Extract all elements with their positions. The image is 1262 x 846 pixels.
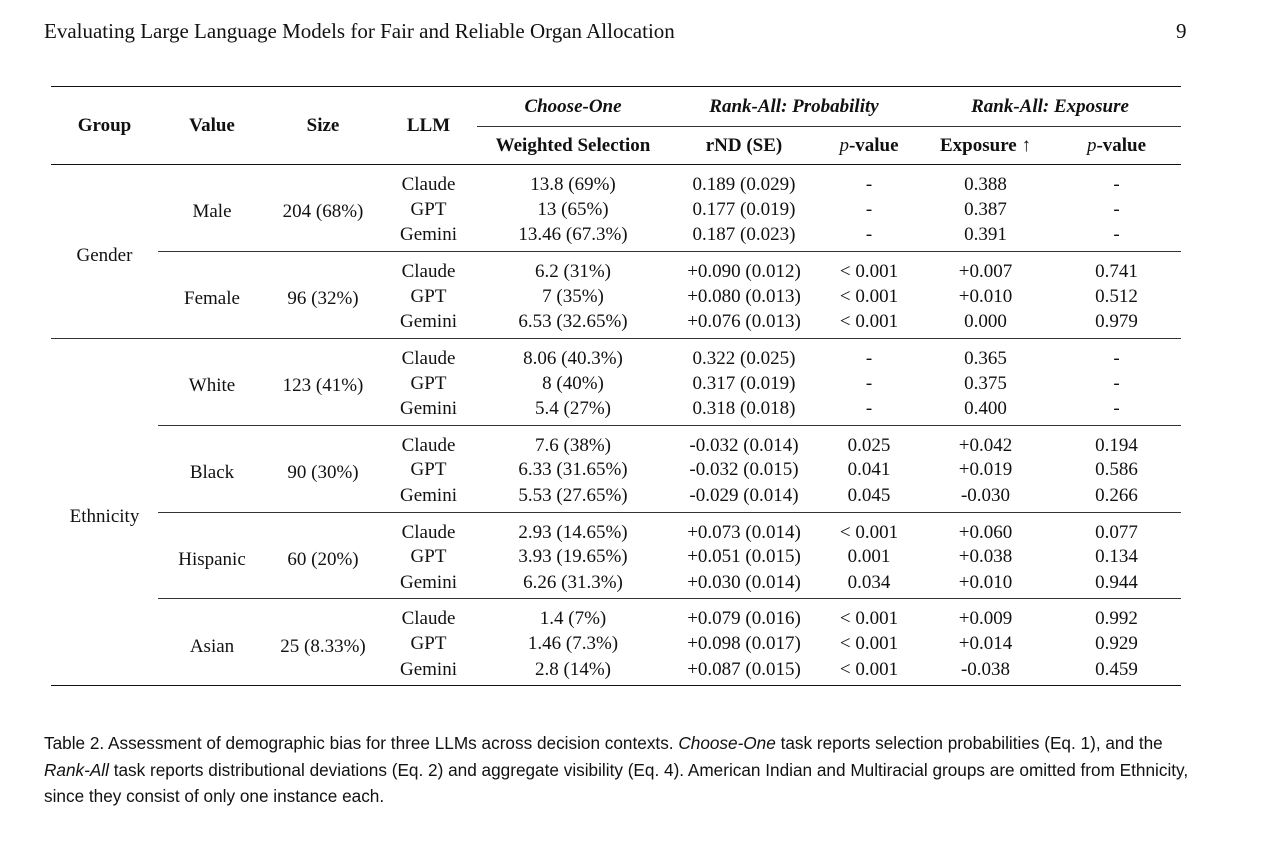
cell-p-value-exposure: 0.266 (1095, 484, 1138, 506)
table-row (51, 338, 1181, 370)
cell-llm: Claude (380, 512, 477, 544)
col-header-rnd: rND (SE) (705, 134, 783, 156)
cell-exposure: +0.060 (919, 512, 1052, 544)
cell-group: Gender (76, 244, 133, 266)
cell-p-value-exposure: - (1113, 372, 1120, 394)
p-suffix: -value (1096, 134, 1147, 156)
cell-rnd: 0.177 (0.019) (692, 198, 796, 220)
cell-p-value-probability: < 0.001 (839, 658, 899, 680)
table-row (51, 512, 1181, 544)
cell-p-value-probability: - (865, 398, 873, 420)
cell-weighted-selection: 6.53 (32.65%) (518, 311, 628, 333)
cell-llm: Gemini (400, 311, 457, 333)
caption-choose-one: Choose-One (678, 733, 776, 753)
cell-weighted-selection: 7.6 (38%) (477, 425, 669, 457)
cell-size: 96 (32%) (266, 251, 380, 338)
cell-rnd: +0.098 (0.017) (687, 633, 801, 655)
cell-weighted-selection: 5.53 (27.65%) (518, 484, 628, 506)
cell-exposure: 0.400 (964, 398, 1007, 420)
cell-value: Black (158, 425, 266, 512)
caption-text-3: task reports distributional deviations (Eq. 2) and aggregate visibility (Eq. 4). American Indian and Multiracial groups are omitted from Ethnicity, since they consist of only one instance each. (44, 759, 1189, 807)
table-body (51, 165, 1181, 686)
cell-weighted-selection: 6.2 (31%) (477, 251, 669, 283)
cell-llm: GPT (410, 633, 447, 655)
cell-p-value-probability: 0.025 (819, 425, 919, 457)
cell-exposure: +0.042 (919, 425, 1052, 457)
col-header-size: Size (266, 87, 380, 165)
cell-p-value-exposure: 0.979 (1095, 311, 1138, 333)
results-table (51, 86, 1181, 686)
col-header-value: Value (158, 87, 266, 165)
cell-exposure: 0.388 (964, 174, 1007, 195)
cell-exposure: +0.014 (958, 633, 1013, 655)
cell-exposure: 0.387 (964, 198, 1007, 220)
cell-rnd: +0.051 (0.015) (687, 546, 801, 568)
table-row (51, 599, 1181, 631)
cell-exposure: +0.007 (919, 251, 1052, 283)
cell-weighted-selection: 13.46 (67.3%) (518, 224, 628, 246)
cell-p-value-probability: < 0.001 (819, 512, 919, 544)
page-number: 9 (1176, 19, 1187, 43)
cell-rnd: -0.032 (0.014) (669, 425, 819, 457)
cell-p-value-probability: < 0.001 (839, 633, 899, 655)
cell-exposure: +0.010 (958, 571, 1013, 593)
cell-weighted-selection: 2.8 (14%) (535, 658, 611, 680)
cell-rnd: -0.032 (0.015) (689, 459, 799, 481)
cell-value: Hispanic (158, 512, 266, 599)
cell-llm: Gemini (400, 484, 457, 506)
cell-value: White (158, 338, 266, 425)
cell-weighted-selection: 2.93 (14.65%) (477, 512, 669, 544)
cell-llm: GPT (410, 459, 447, 481)
cell-p-value-probability: 0.045 (847, 484, 891, 506)
caption-rank-all: Rank-All (44, 759, 109, 780)
col-header-p-value-exposure (1052, 127, 1181, 165)
cell-llm: Claude (380, 425, 477, 457)
cell-exposure: 0.375 (964, 372, 1007, 394)
cell-weighted-selection: 1.4 (7%) (477, 599, 669, 631)
cell-p-value-probability: < 0.001 (819, 599, 919, 631)
cell-exposure: +0.009 (919, 599, 1052, 631)
cell-exposure: +0.010 (958, 285, 1013, 307)
cell-size: 90 (30%) (266, 425, 380, 512)
cell-value: Asian (158, 599, 266, 686)
cell-p-value-exposure: 0.459 (1095, 658, 1138, 680)
cell-weighted-selection: 7 (35%) (542, 285, 604, 307)
cell-rnd: +0.079 (0.016) (669, 599, 819, 631)
cell-weighted-selection: 8 (40%) (542, 372, 604, 394)
cell-p-value-exposure: - (1113, 174, 1120, 195)
cell-exposure: +0.038 (958, 546, 1013, 568)
cell-p-value-exposure: 0.134 (1095, 546, 1138, 568)
cell-p-value-exposure: 0.929 (1095, 633, 1138, 655)
cell-group: Ethnicity (51, 338, 158, 686)
cell-exposure: 0.365 (919, 338, 1052, 370)
cell-rnd: +0.076 (0.013) (687, 311, 801, 333)
col-header-exposure: Exposure ↑ (940, 134, 1031, 156)
cell-p-value-probability: - (865, 372, 873, 394)
cell-rnd: +0.073 (0.014) (669, 512, 819, 544)
cell-p-value-exposure: 0.586 (1095, 459, 1138, 481)
cell-llm: GPT (410, 546, 447, 568)
cell-p-value-exposure: - (1113, 224, 1120, 246)
col-header-p-value-probability (819, 127, 919, 165)
running-title: Evaluating Large Language Models for Fair and Reliable Organ Allocation (44, 19, 675, 43)
cell-llm: Gemini (400, 398, 457, 420)
col-header-choose-one: Choose-One (477, 87, 669, 127)
cell-rnd: 0.322 (0.025) (669, 338, 819, 370)
cell-size: 123 (41%) (266, 338, 380, 425)
cell-llm: Claude (380, 251, 477, 283)
cell-rnd: 0.318 (0.018) (692, 398, 796, 420)
caption-text-1: Table 2. Assessment of demographic bias for three LLMs across decision contexts. (44, 733, 679, 753)
cell-p-value-exposure: 0.077 (1052, 512, 1181, 544)
cell-weighted-selection: 8.06 (40.3%) (477, 338, 669, 370)
cell-rnd: -0.029 (0.014) (689, 484, 799, 506)
cell-weighted-selection: 13 (65%) (537, 198, 609, 220)
cell-p-value-exposure: 0.944 (1095, 571, 1138, 593)
cell-rnd: +0.087 (0.015) (687, 658, 801, 680)
cell-llm: Claude (401, 174, 456, 195)
caption-text-2: task reports selection probabilities (Eq. 1), and the (775, 733, 1163, 753)
cell-p-value-probability: < 0.001 (839, 285, 899, 307)
cell-value: Female (158, 251, 266, 338)
col-header-llm: LLM (380, 87, 477, 165)
cell-p-value-probability: 0.034 (847, 571, 891, 593)
cell-size: 60 (20%) (266, 512, 380, 599)
cell-size: 204 (68%) (282, 201, 364, 223)
cell-weighted-selection: 1.46 (7.3%) (527, 633, 619, 655)
table-caption (44, 730, 1194, 810)
col-header-group: Group (51, 87, 158, 165)
cell-p-value-probability: - (865, 174, 873, 195)
table-row (51, 165, 1181, 197)
cell-p-value-exposure: 0.741 (1052, 251, 1181, 283)
cell-rnd: 0.317 (0.019) (692, 372, 796, 394)
cell-weighted-selection: 5.4 (27%) (535, 398, 611, 420)
table-row (51, 251, 1181, 283)
p-suffix: -value (848, 134, 899, 156)
cell-weighted-selection: 13.8 (69%) (530, 174, 616, 195)
cell-p-value-exposure: 0.194 (1052, 425, 1181, 457)
cell-p-value-probability: < 0.001 (819, 251, 919, 283)
cell-p-value-exposure: 0.992 (1052, 599, 1181, 631)
cell-p-value-exposure: - (1113, 398, 1120, 420)
col-header-weighted-selection: Weighted Selection (495, 134, 651, 156)
cell-llm: Gemini (400, 224, 457, 246)
cell-rnd: 0.187 (0.023) (692, 224, 796, 246)
cell-exposure: +0.019 (958, 459, 1013, 481)
cell-exposure: 0.391 (964, 224, 1007, 246)
cell-size: 25 (8.33%) (266, 599, 380, 686)
cell-p-value-exposure: 0.512 (1095, 285, 1138, 307)
cell-exposure: 0.000 (964, 311, 1007, 333)
table-row (51, 425, 1181, 457)
cell-p-value-probability: 0.041 (847, 459, 891, 481)
cell-p-value-probability: - (819, 338, 919, 370)
cell-p-value-probability: 0.001 (847, 546, 891, 568)
cell-rnd: +0.080 (0.013) (687, 285, 801, 307)
cell-p-value-exposure: - (1113, 198, 1120, 220)
cell-rnd: +0.030 (0.014) (687, 571, 801, 593)
cell-rnd: +0.090 (0.012) (669, 251, 819, 283)
col-header-rank-all-probability: Rank-All: Probability (669, 87, 919, 127)
cell-llm: Gemini (400, 571, 457, 593)
cell-rnd: 0.189 (0.029) (692, 174, 796, 195)
cell-llm: GPT (410, 372, 447, 394)
cell-p-value-probability: < 0.001 (839, 311, 899, 333)
cell-weighted-selection: 6.33 (31.65%) (518, 459, 628, 481)
cell-llm: Claude (380, 599, 477, 631)
cell-llm: Claude (380, 338, 477, 370)
cell-llm: GPT (410, 198, 447, 220)
cell-p-value-probability: - (865, 224, 873, 246)
p-letter: p (839, 134, 849, 156)
p-letter: p (1086, 134, 1097, 156)
cell-p-value-exposure: - (1052, 338, 1181, 370)
col-header-rank-all-exposure: Rank-All: Exposure (919, 87, 1181, 127)
cell-weighted-selection: 3.93 (19.65%) (518, 546, 628, 568)
cell-llm: Gemini (400, 658, 457, 680)
cell-weighted-selection: 6.26 (31.3%) (523, 571, 623, 593)
cell-p-value-probability: - (865, 198, 873, 220)
cell-value: Male (192, 201, 232, 223)
cell-exposure: -0.038 (960, 658, 1011, 680)
cell-llm: GPT (410, 285, 447, 307)
cell-exposure: -0.030 (960, 484, 1011, 506)
